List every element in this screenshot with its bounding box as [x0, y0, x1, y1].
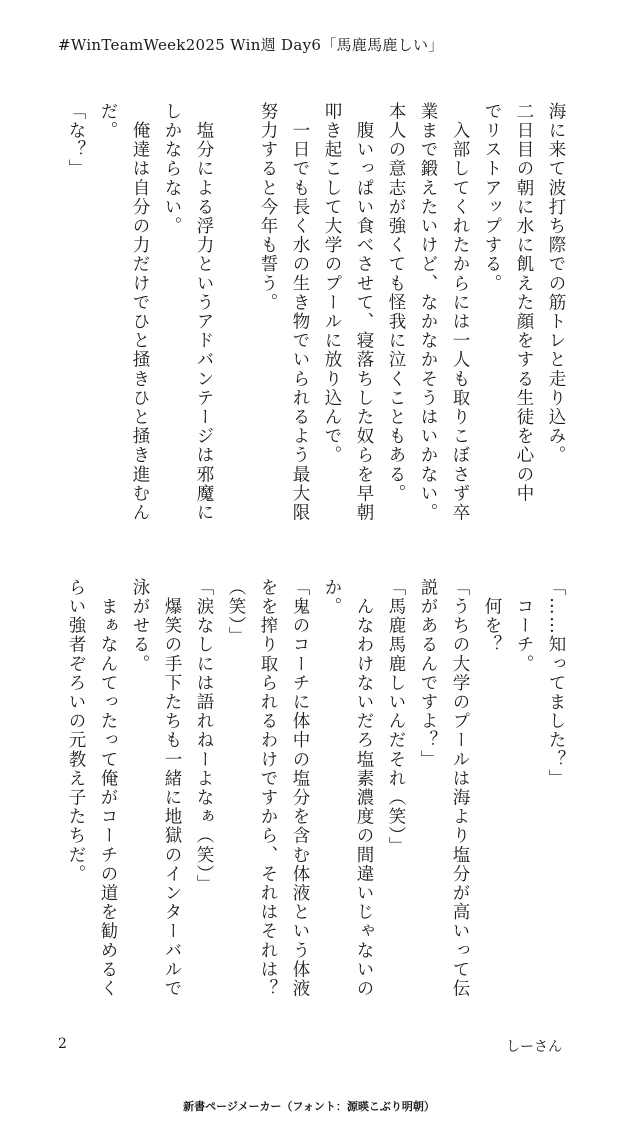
body-text-lower: 「……知ってました？」 コーチ。 何を？ 「うちの大学のプールは海より塩分が高いって伝 説があるんですよ？」 「馬鹿馬鹿しいんだそれ（笑）」 んなわけないだろ塩素濃度の間違いじゃないの か。 「鬼のコーチに体中の塩分を含む体液という体液 をを搾り取られるわけですから、それはそれは？ （笑）」 「涙なしには語れねーよなぁ（笑）」 爆笑の手下たちも一緒に地獄のインターバルで 泳がせる。 まぁなんてったって俺がコーチの道を勧めるく らい強者ぞろいの元教え子たちだ。: [66, 578, 566, 999]
body-text-upper: 海に来て波打ち際での筋トレと走り込み。 二日目の朝に水に飢えた顔をする生徒を心の中 でリストアップする。 入部してくれたからには一人も取りこぼさず卒 業まで鍛えたいけど、なかなかそうはいかない。 本人の意志が強くても怪我に泣くこともある。 腹いっぱい食べさせて、寝落ちした奴らを早朝 叩き起こして大学のプールに放り込んで。 一日でも長く水の生き物でいられるよう最大限 努力すると今年も誓う。 塩分による浮力というアドバンテージは邪魔に しかならない。 俺達は自分の力だけでひと掻きひと掻き進むん だ。 「な？」: [66, 102, 566, 523]
author-name: しーさん: [506, 1039, 562, 1055]
page-title: #WinTeamWeek2025 Win週 Day6「馬鹿馬鹿しい」: [58, 36, 444, 54]
page-number: 2: [58, 1036, 67, 1052]
maker-credit: 新書ページメーカー（フォント：源暎こぶり明朝）: [183, 1100, 435, 1113]
